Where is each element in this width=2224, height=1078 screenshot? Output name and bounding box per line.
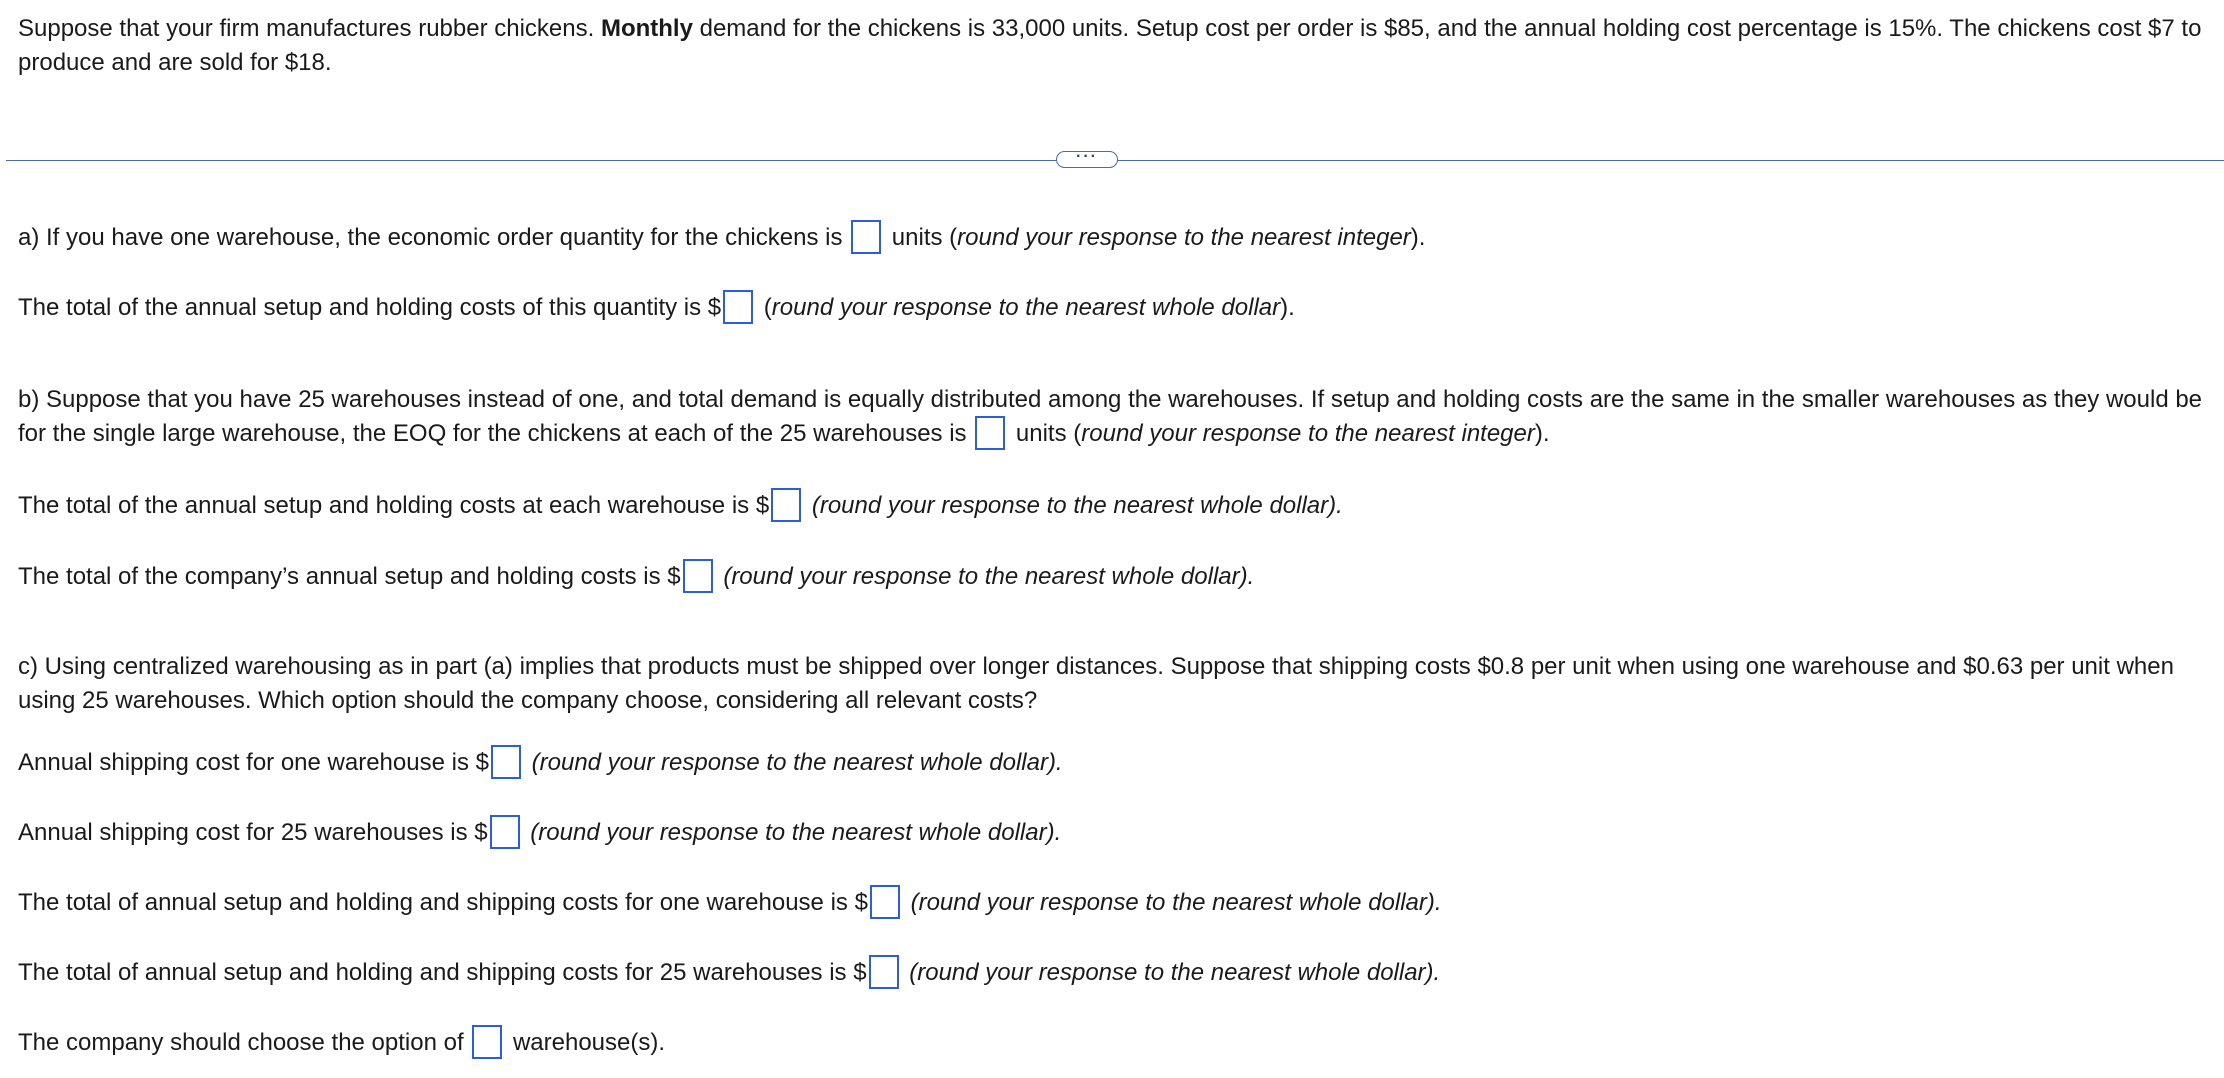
answer-input-company-total-cost[interactable] [683,559,713,593]
answer-input-warehouse-choice[interactable] [472,1025,502,1059]
question-text: ). [1534,420,1550,447]
question-text: The total of the annual setup and holding costs at each warehouse is $ [18,492,770,519]
part-b-question-1 [18,383,2208,452]
question-text: ). [1280,294,1295,321]
rounding-instruction: (round your response to the nearest whole dollar). [902,959,1441,986]
rounding-instruction: (round your response to the nearest whole dollar). [524,749,1063,776]
question-text: The company should choose the option of [18,1029,471,1056]
answer-input-total-25-warehouses[interactable] [869,955,899,989]
rounding-instruction: round your response to the nearest integer [957,224,1411,251]
question-text: Annual shipping cost for one warehouse is $ [18,749,489,776]
part-c-question-4 [18,956,1440,991]
intro-text-end: demand for the chickens is 33,000 units. Setup cost per order is $85, and the annual holding cost percentage is 15%. The chickens cost $7 to produce and are sold for $18. [18,15,2202,76]
intro-text-start: Suppose that your firm manufactures rubber chickens. [18,15,601,42]
answer-input-cost-each-warehouse[interactable] [771,488,801,522]
part-c-question-3 [18,886,1442,921]
question-text: a) If you have one warehouse, the economic order quantity for the chickens is [18,224,850,251]
rounding-instruction: (round your response to the nearest whole dollar). [716,563,1255,590]
problem-intro [18,12,2208,80]
answer-input-eoq-one-warehouse[interactable] [851,220,881,254]
question-text: The total of the annual setup and holding costs of this quantity is $ [18,294,722,321]
question-text: units ( [1009,420,1082,447]
more-options-button[interactable]: ··· [1056,151,1118,168]
part-c-question-1 [18,746,1063,781]
question-text: units ( [885,224,958,251]
question-text: ( [757,294,772,321]
rounding-instruction: round your response to the nearest integer [1081,420,1535,447]
intro-bold-monthly: Monthly [600,15,693,42]
part-b-question-2 [18,489,1343,524]
part-a-question-1 [18,221,1425,256]
question-text: Annual shipping cost for 25 warehouses is $ [18,819,488,846]
question-text: b) Suppose that you have 25 warehouses instead of one, and total demand is equally distributed among the warehouses. If setup and holding costs are the same in the smaller warehouses as they would be for the single large warehouse, the EOQ for the chickens at each of the 25 warehouses is [18,386,2203,447]
part-c-question-2 [18,816,1061,851]
part-a-question-2 [18,291,1295,326]
rounding-instruction: round your response to the nearest whole dollar [771,294,1281,321]
question-text: The total of annual setup and holding and shipping costs for one warehouse is $ [18,889,868,916]
rounding-instruction: (round your response to the nearest whole dollar). [903,889,1442,916]
answer-input-shipping-one-warehouse[interactable] [491,745,521,779]
answer-input-eoq-each-warehouse[interactable] [975,416,1005,450]
question-text: The total of annual setup and holding and shipping costs for 25 warehouses is $ [18,959,867,986]
question-text: ). [1410,224,1426,251]
part-b-question-3 [18,560,1254,595]
question-text: The total of the company’s annual setup and holding costs is $ [18,563,681,590]
answer-input-total-cost-one-warehouse[interactable] [723,290,753,324]
part-c-question-5 [18,1026,665,1061]
question-text: warehouse(s). [506,1029,666,1056]
rounding-instruction: (round your response to the nearest whole dollar). [805,492,1343,519]
rounding-instruction: (round your response to the nearest whole dollar). [523,819,1062,846]
answer-input-total-one-warehouse[interactable] [870,885,900,919]
part-c-intro: c) Using centralized warehousing as in part (a) implies that products must be shipped over longer distances. Suppose that shipping costs $0.8 per unit when using one warehouse and $0.63 per unit when using 25 warehouses. Which option should the company choose, considering all relevant costs? [18,653,2174,714]
answer-input-shipping-25-warehouses[interactable] [490,815,520,849]
